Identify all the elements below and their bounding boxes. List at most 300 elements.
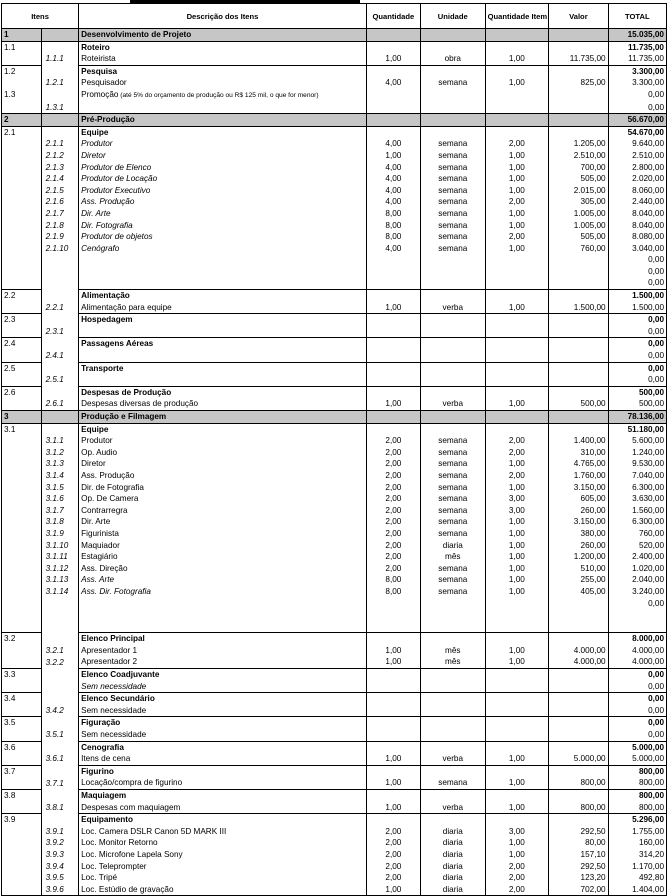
cell-quantity <box>366 423 420 435</box>
cell-total: 6.300,00 <box>608 482 666 494</box>
cell-item-quantity <box>485 693 549 705</box>
cell-item-quantity <box>485 705 549 717</box>
cell-quantity: 2,00 <box>366 470 420 482</box>
cell-unit: semana <box>420 196 485 208</box>
cell-quantity <box>366 790 420 802</box>
cell-item-quantity: 1,00 <box>485 753 549 765</box>
cell-unit: semana <box>420 138 485 150</box>
cell-total: 1.755,00 <box>608 826 666 838</box>
cell-quantity <box>366 29 420 42</box>
cell-item-number <box>2 656 42 668</box>
cell-subitem-number <box>41 423 79 435</box>
cell-total <box>608 609 666 621</box>
table-row <box>2 872 667 884</box>
cell-unit: semana <box>420 243 485 255</box>
cell-item-quantity <box>485 290 549 302</box>
header-row <box>2 4 667 29</box>
cell-subitem-number <box>41 814 79 826</box>
cell-quantity <box>366 411 420 424</box>
cell-unit-value <box>549 266 608 278</box>
cell-quantity: 8,00 <box>366 220 420 232</box>
cell-subitem-number: 3.1.10 <box>41 540 79 552</box>
cell-unit: diaria <box>420 872 485 884</box>
cell-item-number: 3 <box>2 411 42 424</box>
table-row <box>2 729 667 741</box>
cell-item-quantity <box>485 126 549 138</box>
cell-unit-value <box>549 338 608 350</box>
cell-quantity: 2,00 <box>366 435 420 447</box>
cell-unit: semana <box>420 505 485 517</box>
cell-subitem-number: 3.9.2 <box>41 837 79 849</box>
table-row <box>2 861 667 873</box>
cell-quantity <box>366 598 420 610</box>
cell-quantity: 4,00 <box>366 185 420 197</box>
cell-description <box>79 266 367 278</box>
cell-unit-value <box>549 362 608 374</box>
cell-item-number: 3.3 <box>2 669 42 681</box>
cell-total: 11.735,00 <box>608 53 666 65</box>
cell-total: 5.000,00 <box>608 753 666 765</box>
cell-total: 800,00 <box>608 765 666 777</box>
cell-item-number: 3.9 <box>2 814 42 826</box>
cell-description <box>79 621 367 633</box>
subsection-row <box>2 717 667 729</box>
cell-item-quantity: 1,00 <box>485 173 549 185</box>
cell-unit <box>420 326 485 338</box>
cell-subitem-number: 3.6.1 <box>41 753 79 765</box>
cell-unit: mês <box>420 656 485 668</box>
cell-item-quantity: 1,00 <box>485 540 549 552</box>
cell-description: Loc. Tripé <box>79 872 367 884</box>
cell-item-quantity: 2,00 <box>485 470 549 482</box>
cell-subitem-number: 3.1.2 <box>41 447 79 459</box>
cell-unit-value: 702,00 <box>549 884 608 896</box>
budget-table <box>1 3 667 896</box>
cell-unit: semana <box>420 185 485 197</box>
cell-unit-value <box>549 126 608 138</box>
cell-description: Loc. Estúdio de gravação <box>79 884 367 896</box>
cell-unit <box>420 693 485 705</box>
cell-quantity <box>366 386 420 398</box>
cell-unit <box>420 633 485 645</box>
cell-description: Transporte <box>79 362 367 374</box>
cell-quantity: 1,00 <box>366 753 420 765</box>
cell-item-number <box>2 645 42 657</box>
subsection-row <box>2 693 667 705</box>
cell-total: 0,00 <box>608 362 666 374</box>
cell-description: Op. Audio <box>79 447 367 459</box>
cell-quantity <box>366 326 420 338</box>
cell-item-quantity <box>485 741 549 753</box>
cell-item-quantity: 1,00 <box>485 208 549 220</box>
cell-total: 3.630,00 <box>608 493 666 505</box>
cell-item-number <box>2 254 42 266</box>
table-row <box>2 826 667 838</box>
cell-item-number <box>2 231 42 243</box>
cell-unit-value: 2.510,00 <box>549 150 608 162</box>
cell-subitem-number <box>41 681 79 693</box>
cell-total: 5.000,00 <box>608 741 666 753</box>
cell-total: 0,00 <box>608 374 666 386</box>
cell-total: 7.040,00 <box>608 470 666 482</box>
cell-unit: semana <box>420 447 485 459</box>
cell-unit-value: 157,10 <box>549 849 608 861</box>
cell-subitem-number <box>41 114 79 127</box>
cell-unit: diaria <box>420 540 485 552</box>
cell-unit: verba <box>420 753 485 765</box>
cell-item-number <box>2 528 42 540</box>
cell-description: Elenco Principal <box>79 633 367 645</box>
cell-description: Ass. Produção <box>79 196 367 208</box>
cell-unit <box>420 374 485 386</box>
cell-subitem-number: 3.9.1 <box>41 826 79 838</box>
cell-unit <box>420 126 485 138</box>
cell-total: 0,00 <box>608 669 666 681</box>
cell-subitem-number <box>41 609 79 621</box>
cell-item-quantity: 1,00 <box>485 482 549 494</box>
table-row <box>2 505 667 517</box>
cell-quantity <box>366 126 420 138</box>
cell-subitem-number: 3.1.7 <box>41 505 79 517</box>
cell-total: 500,00 <box>608 398 666 410</box>
table-row <box>2 574 667 586</box>
cell-item-quantity <box>485 29 549 42</box>
cell-item-quantity: 1,00 <box>485 77 549 89</box>
cell-unit-value <box>549 277 608 289</box>
cell-unit-value <box>549 729 608 741</box>
cell-total: 0,00 <box>608 89 666 102</box>
cell-unit-value: 2.015,00 <box>549 185 608 197</box>
cell-quantity <box>366 669 420 681</box>
cell-unit-value <box>549 633 608 645</box>
cell-item-number <box>2 470 42 482</box>
cell-unit <box>420 362 485 374</box>
cell-unit-value: 825,00 <box>549 77 608 89</box>
table-row <box>2 173 667 185</box>
cell-item-quantity: 2,00 <box>485 231 549 243</box>
cell-total: 8.040,00 <box>608 220 666 232</box>
table-row <box>2 598 667 610</box>
cell-total <box>608 621 666 633</box>
cell-unit-value <box>549 29 608 42</box>
cell-quantity <box>366 266 420 278</box>
cell-unit-value: 1.205,00 <box>549 138 608 150</box>
cell-description: Apresentador 2 <box>79 656 367 668</box>
cell-subitem-number <box>41 633 79 645</box>
cell-quantity <box>366 65 420 77</box>
cell-unit <box>420 681 485 693</box>
cell-unit-value <box>549 423 608 435</box>
cell-subitem-number: 3.1.6 <box>41 493 79 505</box>
cell-item-quantity <box>485 729 549 741</box>
subsection-row <box>2 814 667 826</box>
cell-total: 520,00 <box>608 540 666 552</box>
cell-description: Pesquisador <box>79 77 367 89</box>
cell-item-quantity: 1,00 <box>485 162 549 174</box>
cell-total: 4.000,00 <box>608 656 666 668</box>
cell-unit-value: 380,00 <box>549 528 608 540</box>
cell-item-quantity <box>485 814 549 826</box>
cell-subitem-number: 2.1.3 <box>41 162 79 174</box>
cell-unit <box>420 609 485 621</box>
cell-total: 500,00 <box>608 386 666 398</box>
cell-total: 8.080,00 <box>608 231 666 243</box>
cell-total: 2.400,00 <box>608 551 666 563</box>
cell-unit-value <box>549 693 608 705</box>
cell-total: 0,00 <box>608 681 666 693</box>
cell-description: Locação/compra de figurino <box>79 777 367 789</box>
cell-unit-value <box>549 386 608 398</box>
cell-unit <box>420 266 485 278</box>
cell-subitem-number: 3.1.12 <box>41 563 79 575</box>
cell-quantity: 8,00 <box>366 231 420 243</box>
cell-unit: semana <box>420 528 485 540</box>
cell-quantity <box>366 705 420 717</box>
table-row <box>2 551 667 563</box>
cell-item-number <box>2 837 42 849</box>
cell-unit-value <box>549 65 608 77</box>
cell-item-quantity: 1,00 <box>485 645 549 657</box>
cell-item-quantity: 1,00 <box>485 220 549 232</box>
cell-unit <box>420 741 485 753</box>
cell-item-quantity: 1,00 <box>485 185 549 197</box>
cell-item-number <box>2 138 42 150</box>
cell-item-number <box>2 482 42 494</box>
cell-item-quantity <box>485 89 549 102</box>
cell-item-number: 1.1 <box>2 41 42 53</box>
cell-unit-value <box>549 598 608 610</box>
cell-item-number <box>2 849 42 861</box>
cell-description: Ass. Arte <box>79 574 367 586</box>
cell-item-quantity: 1,00 <box>485 586 549 598</box>
cell-quantity: 8,00 <box>366 574 420 586</box>
cell-item-quantity <box>485 41 549 53</box>
cell-unit: semana <box>420 563 485 575</box>
cell-description: Maquiagem <box>79 790 367 802</box>
cell-subitem-number: 3.2.2 <box>41 656 79 668</box>
cell-item-quantity <box>485 669 549 681</box>
table-row <box>2 563 667 575</box>
cell-item-number: 1.2 <box>2 65 42 77</box>
cell-subitem-number <box>41 693 79 705</box>
cell-item-number <box>2 493 42 505</box>
cell-item-number <box>2 277 42 289</box>
subsection-row <box>2 65 667 77</box>
cell-item-quantity <box>485 114 549 127</box>
cell-description <box>79 277 367 289</box>
cell-subitem-number: 2.3.1 <box>41 326 79 338</box>
cell-unit-value: 510,00 <box>549 563 608 575</box>
cell-unit <box>420 290 485 302</box>
cell-description: Sem necessidade <box>79 681 367 693</box>
cell-item-quantity <box>485 765 549 777</box>
cell-unit: mês <box>420 645 485 657</box>
cell-item-quantity <box>485 790 549 802</box>
cell-total: 6.300,00 <box>608 516 666 528</box>
cell-description: Roteirista <box>79 53 367 65</box>
cell-unit-value: 1.200,00 <box>549 551 608 563</box>
table-row <box>2 398 667 410</box>
cell-item-quantity <box>485 374 549 386</box>
cell-item-number <box>2 598 42 610</box>
subsection-row <box>2 362 667 374</box>
subsection-row <box>2 633 667 645</box>
table-row <box>2 482 667 494</box>
budget-rows <box>2 29 667 896</box>
cell-quantity: 2,00 <box>366 563 420 575</box>
cell-total: 3.040,00 <box>608 243 666 255</box>
table-row <box>2 254 667 266</box>
cell-quantity: 4,00 <box>366 196 420 208</box>
cell-item-number: 1 <box>2 29 42 42</box>
cell-unit <box>420 705 485 717</box>
cell-unit: semana <box>420 586 485 598</box>
cell-quantity: 1,00 <box>366 398 420 410</box>
cell-quantity: 2,00 <box>366 505 420 517</box>
cell-unit: semana <box>420 231 485 243</box>
table-row <box>2 77 667 89</box>
cell-unit <box>420 729 485 741</box>
cell-total: 8.060,00 <box>608 185 666 197</box>
cell-total: 2.800,00 <box>608 162 666 174</box>
cell-unit: mês <box>420 551 485 563</box>
cell-subitem-number: 3.1.14 <box>41 586 79 598</box>
cell-description: Sem necessidade <box>79 705 367 717</box>
cell-total: 314,20 <box>608 849 666 861</box>
subsection-row <box>2 314 667 326</box>
cell-description: Cenografia <box>79 741 367 753</box>
cell-subitem-number: 2.1.6 <box>41 196 79 208</box>
cell-total: 51.180,00 <box>608 423 666 435</box>
cell-total: 800,00 <box>608 790 666 802</box>
cell-description: Diretor <box>79 150 367 162</box>
cell-unit <box>420 89 485 102</box>
cell-quantity: 2,00 <box>366 849 420 861</box>
cell-subitem-number: 2.1.8 <box>41 220 79 232</box>
table-row <box>2 656 667 668</box>
cell-description: Dir. de Fotografia <box>79 482 367 494</box>
cell-subitem-number: 3.1.3 <box>41 458 79 470</box>
cell-unit-value <box>549 411 608 424</box>
cell-item-number <box>2 458 42 470</box>
cell-item-quantity: 1,00 <box>485 551 549 563</box>
cell-quantity <box>366 277 420 289</box>
cell-total: 2.040,00 <box>608 574 666 586</box>
header-quantidade: Quantidade <box>366 4 420 29</box>
cell-unit: diaria <box>420 826 485 838</box>
table-row <box>2 89 667 102</box>
subsection-row <box>2 338 667 350</box>
cell-unit-value: 123,20 <box>549 872 608 884</box>
cell-subitem-number: 2.1.1 <box>41 138 79 150</box>
cell-description <box>79 326 367 338</box>
cell-total: 0,00 <box>608 102 666 114</box>
cell-unit: semana <box>420 470 485 482</box>
cell-unit: diaria <box>420 837 485 849</box>
cell-subitem-number: 3.2.1 <box>41 645 79 657</box>
cell-item-quantity: 2,00 <box>485 872 549 884</box>
cell-description: Diretor <box>79 458 367 470</box>
cell-unit-value: 1.005,00 <box>549 208 608 220</box>
table-row <box>2 849 667 861</box>
cell-item-number <box>2 196 42 208</box>
cell-description: Figurinista <box>79 528 367 540</box>
cell-item-number <box>2 609 42 621</box>
cell-total: 4.000,00 <box>608 645 666 657</box>
cell-unit-value: 1.400,00 <box>549 435 608 447</box>
cell-description: Elenco Coadjuvante <box>79 669 367 681</box>
cell-quantity: 8,00 <box>366 208 420 220</box>
cell-quantity: 1,00 <box>366 53 420 65</box>
cell-quantity: 2,00 <box>366 861 420 873</box>
cell-total: 1.240,00 <box>608 447 666 459</box>
cell-unit-value: 292,50 <box>549 826 608 838</box>
cell-unit-value <box>549 681 608 693</box>
cell-subitem-number <box>41 29 79 42</box>
cell-total: 0,00 <box>608 729 666 741</box>
cell-total: 3.300,00 <box>608 77 666 89</box>
cell-description: Desenvolvimento de Projeto <box>79 29 367 42</box>
cell-subitem-number: 1.2.1 <box>41 77 79 89</box>
cell-unit <box>420 386 485 398</box>
cell-unit: diaria <box>420 884 485 896</box>
promo-label: Promoção <box>81 89 119 99</box>
cell-description: Figuração <box>79 717 367 729</box>
cell-unit <box>420 814 485 826</box>
cell-subitem-number: 3.1.9 <box>41 528 79 540</box>
cell-unit <box>420 669 485 681</box>
cell-unit: semana <box>420 162 485 174</box>
cell-quantity <box>366 633 420 645</box>
table-row <box>2 516 667 528</box>
cell-subitem-number: 3.9.3 <box>41 849 79 861</box>
cell-description: Itens de cena <box>79 753 367 765</box>
cell-subitem-number: 2.5.1 <box>41 374 79 386</box>
table-row <box>2 621 667 633</box>
section-row <box>2 114 667 127</box>
cell-total: 11.735,00 <box>608 41 666 53</box>
subsection-row <box>2 41 667 53</box>
cell-unit-value: 800,00 <box>549 802 608 814</box>
cell-item-number <box>2 302 42 314</box>
cell-total: 5.600,00 <box>608 435 666 447</box>
cell-item-quantity <box>485 717 549 729</box>
cell-item-number <box>2 150 42 162</box>
cell-subitem-number: 3.9.6 <box>41 884 79 896</box>
header-valor: Valor <box>549 4 608 29</box>
cell-subitem-number: 3.7.1 <box>41 777 79 789</box>
cell-quantity: 1,00 <box>366 645 420 657</box>
cell-subitem-number <box>41 41 79 53</box>
cell-item-number: 3.6 <box>2 741 42 753</box>
cell-item-number <box>2 516 42 528</box>
cell-quantity <box>366 717 420 729</box>
cell-subitem-number <box>41 765 79 777</box>
cell-subitem-number <box>41 621 79 633</box>
table-row <box>2 470 667 482</box>
cell-item-number: 3.7 <box>2 765 42 777</box>
cell-unit-value <box>549 374 608 386</box>
cell-item-number <box>2 435 42 447</box>
cell-subitem-number: 3.1.13 <box>41 574 79 586</box>
cell-item-quantity: 2,00 <box>485 884 549 896</box>
cell-unit <box>420 621 485 633</box>
cell-unit-value: 605,00 <box>549 493 608 505</box>
cell-item-quantity: 1,00 <box>485 574 549 586</box>
cell-subitem-number <box>41 717 79 729</box>
cell-quantity: 1,00 <box>366 656 420 668</box>
cell-unit-value <box>549 790 608 802</box>
